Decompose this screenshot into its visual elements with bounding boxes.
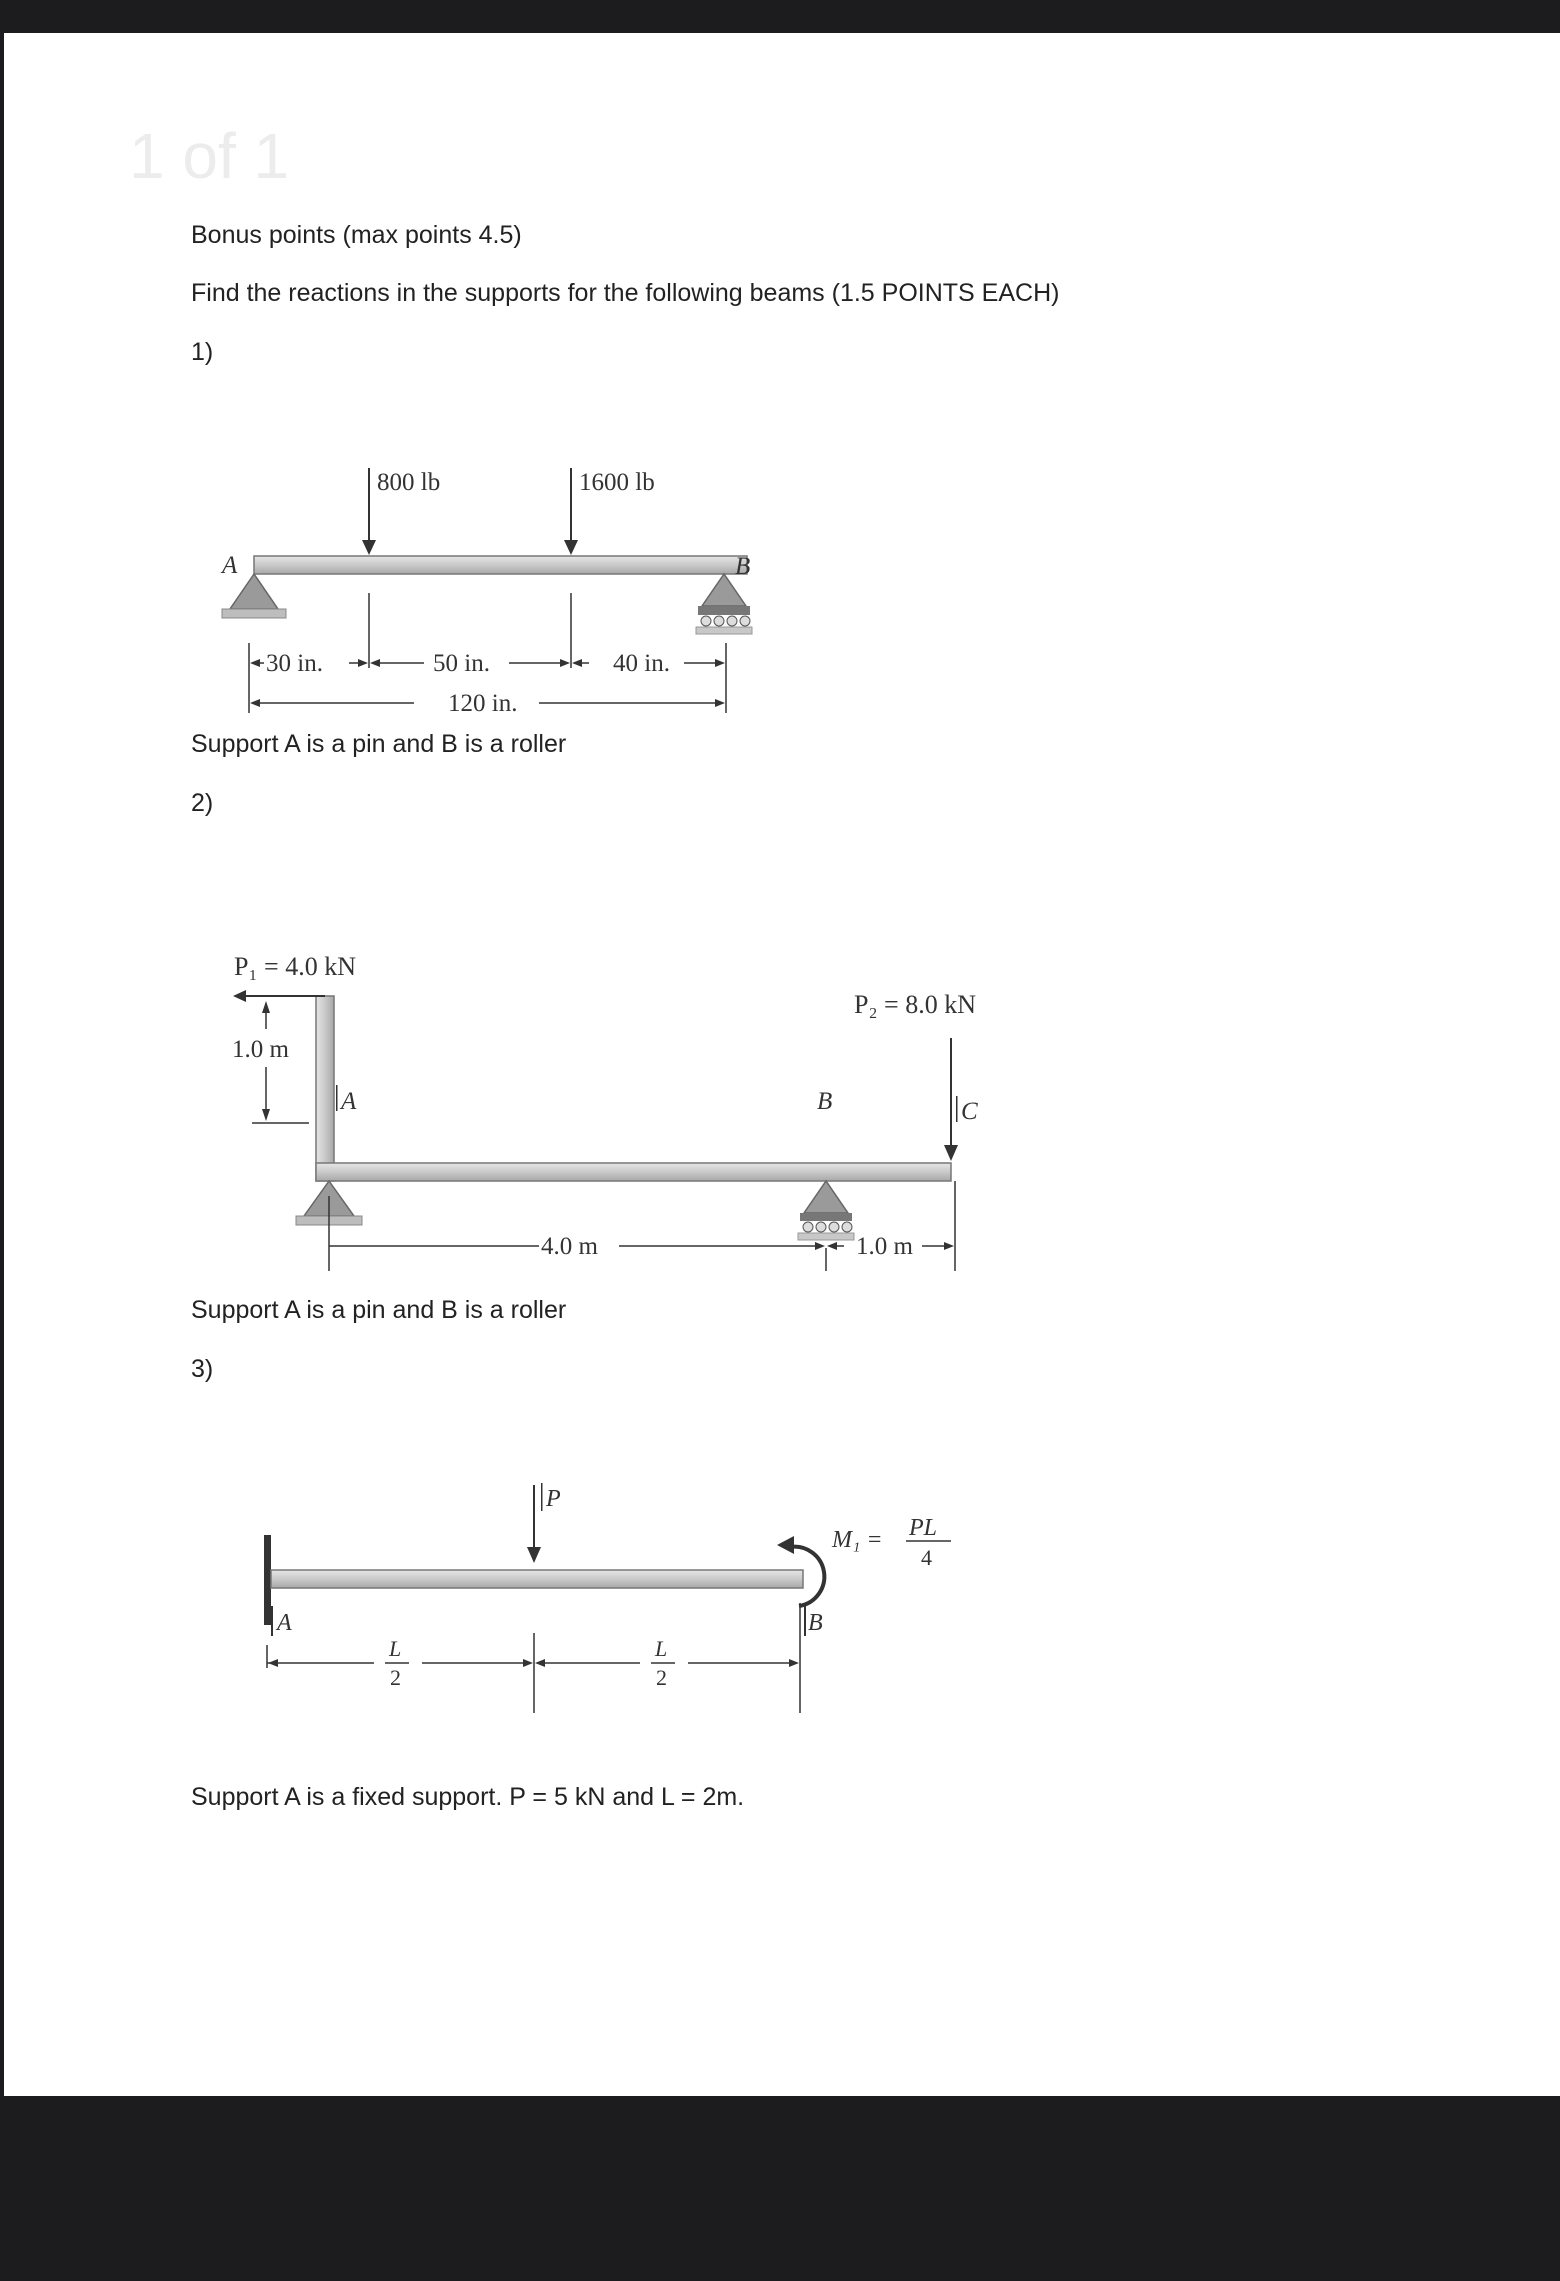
point-label-c: C: [961, 1098, 978, 1125]
roller-support-b: [696, 574, 752, 634]
load-label-p1: P₁ = 4.0 kN: [234, 952, 356, 981]
load-arrow-1600: [564, 468, 578, 555]
load-arrow-p2: [944, 1038, 958, 1161]
viewer-bottom-bar: [0, 2096, 1560, 2281]
beam-2-figure: [204, 913, 1054, 1273]
dimension-lines-3: [267, 1603, 800, 1713]
dim-arrow-up: [262, 1001, 270, 1013]
dim-vertical-1m: [252, 1013, 309, 1123]
instruction: Find the reactions in the supports for the following beams (1.5 POINTS EACH): [191, 279, 1060, 307]
dim-50in: 50 in.: [433, 650, 490, 677]
moment-numerator: PL: [909, 1515, 938, 1541]
beam-3-figure: [204, 1473, 1004, 1743]
problem-1-number: 1): [191, 338, 214, 366]
problem-2-number: 2): [191, 789, 214, 817]
moment-label: M₁ =: [832, 1527, 883, 1553]
dim-1m-vertical: 1.0 m: [232, 1036, 289, 1063]
beam-3: [271, 1570, 803, 1588]
point-label-a: A: [341, 1088, 357, 1115]
load-label-p: P: [546, 1486, 561, 1512]
dim-left-den: 2: [390, 1665, 401, 1690]
problem-3-caption: Support A is a fixed support. P = 5 kN and L = 2m.: [191, 1783, 745, 1811]
beam-1-figure: [204, 428, 784, 758]
dim-4m: 4.0 m: [541, 1233, 598, 1260]
support-label-a: A: [222, 552, 238, 579]
dim-left-num: L: [389, 1636, 402, 1661]
load-arrow-800: [362, 468, 376, 555]
dim-right-den: 2: [656, 1665, 667, 1690]
load-label-1600: 1600 lb: [579, 469, 655, 496]
dim-120in: 120 in.: [448, 690, 518, 717]
fixed-wall: [264, 1535, 271, 1625]
pin-support-a: [222, 574, 286, 618]
document-page: [4, 33, 1560, 2096]
point-label-b: B: [808, 1610, 823, 1636]
beam-2-post: [316, 996, 334, 1181]
support-label-b: B: [735, 553, 751, 580]
load-label-p2: P₂ = 8.0 kN: [854, 990, 976, 1019]
viewer-top-bar: [0, 0, 1560, 33]
dim-40in: 40 in.: [613, 650, 670, 677]
point-label-b: B: [817, 1088, 833, 1115]
moment-denominator: 4: [921, 1545, 932, 1570]
dim-30in: 30 in.: [266, 650, 323, 677]
dim-arrow-down: [262, 1109, 270, 1121]
problem-1-caption: Support A is a pin and B is a roller: [191, 730, 567, 758]
point-label-a: A: [277, 1610, 292, 1636]
beam-1: [254, 556, 747, 574]
load-label-800: 800 lb: [377, 469, 441, 496]
load-arrow-p: [527, 1485, 541, 1563]
beam-2: [316, 1163, 951, 1181]
dim-right-num: L: [655, 1636, 668, 1661]
problem-3-number: 3): [191, 1355, 214, 1383]
dim-1m-overhang: 1.0 m: [856, 1233, 913, 1260]
roller-support-b: [798, 1181, 854, 1240]
load-arrow-p1: [233, 990, 325, 1002]
page-indicator: 1 of 1: [129, 120, 290, 192]
problem-2-caption: Support A is a pin and B is a roller: [191, 1296, 567, 1324]
heading: Bonus points (max points 4.5): [191, 221, 522, 249]
